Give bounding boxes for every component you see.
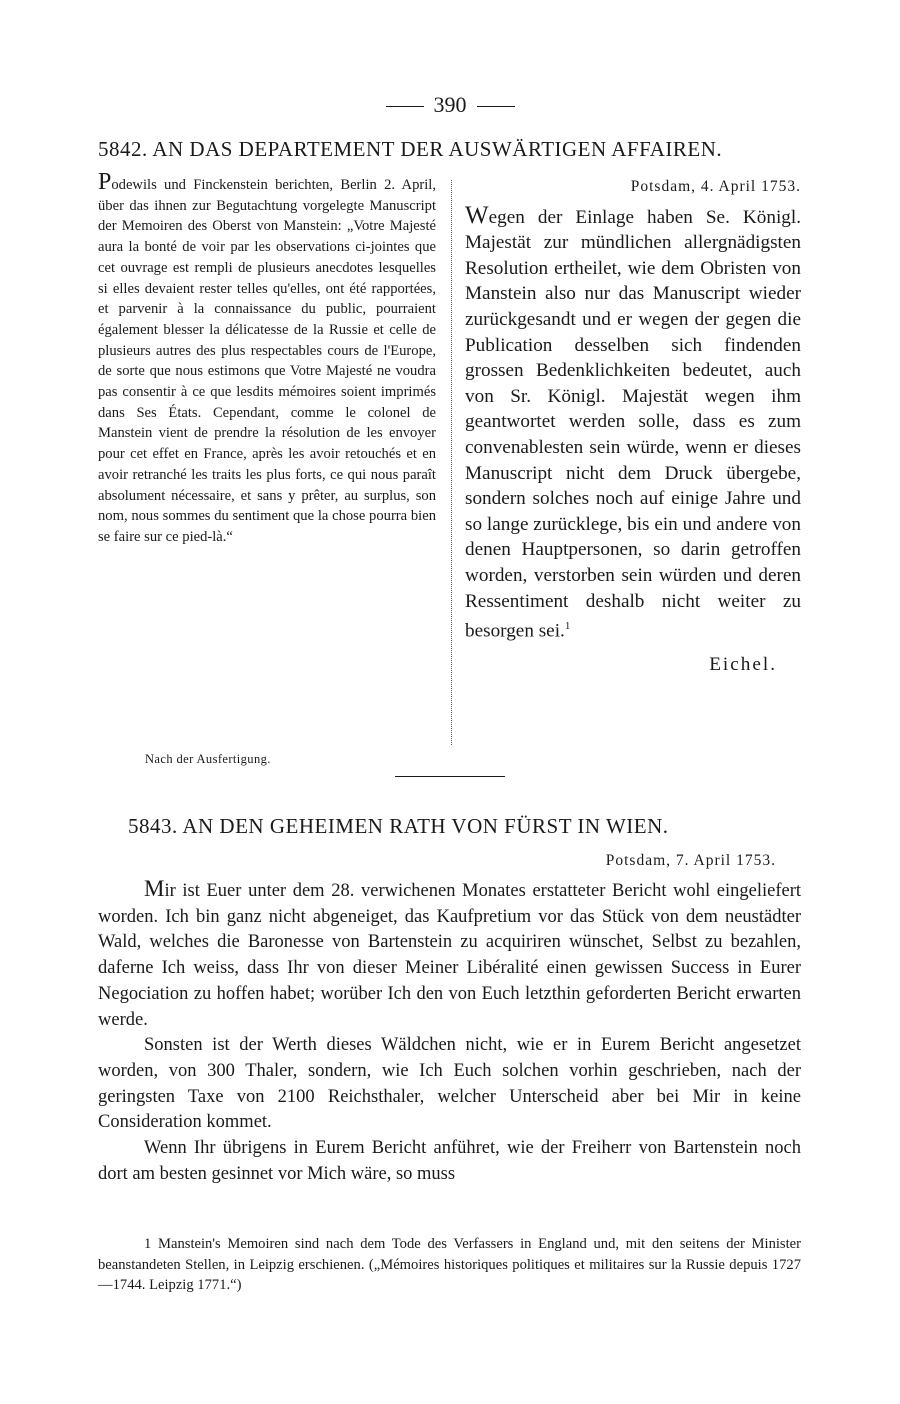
document-5842-heading: 5842. AN DAS DEPARTEMENT DER AUSWÄRTIGEN AFFAIREN. (98, 137, 723, 161)
letter-body (465, 203, 801, 644)
footnote-text: Manstein's Memoiren sind nach dem Tode des Verfassers in England und, mit den seitens der Minister beanstandeten Stellen, in Leipzig erschienen. („Mémoires historiques politiques et militaires sur la Russie depuis 1727—1744. Leipzig 1771.“) (98, 1236, 801, 1293)
page-number-header (0, 92, 900, 118)
footnote (98, 1234, 801, 1296)
footnote-marker: 1 (144, 1236, 152, 1252)
section-divider (395, 776, 505, 777)
document-5842-summary (98, 169, 436, 548)
footnote-reference: 1 (564, 620, 571, 633)
document-5843-body (98, 876, 801, 1187)
column-divider (451, 180, 452, 745)
summary-initial: P (98, 169, 112, 195)
page-number-dash-right (477, 106, 515, 107)
document-5843-heading: 5843. AN DEN GEHEIMEN RATH VON FÜRST IN WIEN. (128, 814, 669, 838)
paragraph-1-initial: M (144, 876, 165, 901)
document-5842-letter (465, 174, 801, 678)
source-note: Nach der Ausfertigung. (145, 752, 271, 766)
summary-text: odewils und Finckenstein berichten, Berlin 2. April, über das ihnen zur Begutachtung vorgelegte Manuscript der Memoiren des Oberst von Manstein: „Votre Majesté aura la bonté de voir par les observations ci-jointes que cet ouvrage est rempli de plusieurs anecdotes lesquelles si elles devaient rester telles qu'elles, ont été rapportées, et parvenir à la connaissance du public, pourraient également blesser la délicatesse de la Russie et celle de plusieurs autres des plus respectables cours de l'Europe, de sorte que nous estimons que Votre Majesté ne voudra pas consentir à ce que lesdits mémoires soient imprimés dans Ses États. Cependant, comme le colonel de Manstein vient de prendre la résolution de les envoyer pour cet effet en France, après les avoir retouchés et en avoir retranché les traits les plus forts, ce qui nous paraît absolument nécessaire, et sans y prêter, au surplus, son nom, nous sommes du sentiment que la chose pourra bien se faire sur ce pied-là.“ (98, 177, 436, 545)
letter-text: egen der Einlage haben Se. Königl. Majestät zur mündlichen allergnädigsten Resolution ertheilet, wie dem Obristen von Manstein also nur das Manuscript wieder zurückgesandt und er wegen der gegen die Publication desselben sich findenden grossen Bedenklichkeiten bedeutet, auch von Sr. Königl. Majestät wegen ihm geantwortet werden solle, dass es zum convenablesten sein würde, wenn er dieses Manuscript nicht dem Druck übergebe, sondern solches noch auf einige Jahre und so lange zurücklege, bis ein und andere von denen Hauptpersonen, so darin getroffen worden, verstorben sein würden und deren Ressentiment deshalb nicht weiter zu besorgen sei. (465, 206, 801, 642)
document-5842-dateline: Potsdam, 4. April 1753. (630, 178, 801, 195)
page-number: 390 (433, 92, 467, 117)
paragraph-1 (98, 876, 801, 1033)
paragraph-3: Wenn Ihr übrigens in Eurem Bericht anführet, wie der Freiherr von Bartenstein noch dort am besten gesinnet vor Mich wäre, so muss (98, 1138, 801, 1184)
document-5843-dateline: Potsdam, 7. April 1753. (605, 852, 776, 869)
paragraph-2: Sonsten ist der Werth dieses Wäldchen nicht, wie er in Eurem Bericht angesetzet worden, von 300 Thaler, sondern, wie Ich Euch solchen vorhin geschrieben, nach der geringsten Taxe von 2100 Reichsthaler, welcher Unterscheid aber bei Mir in keine Consideration kommet. (98, 1035, 801, 1133)
page-number-dash-left (386, 106, 424, 107)
paragraph-1-text: ir ist Euer unter dem 28. verwichenen Monates erstatteter Bericht wohl eingeliefert worden. Ich bin ganz nicht abgeneiget, das Kaufpretium vor das Stück von dem neustädter Wald, welches die Baronesse von Bartenstein zu acquiriren wünschet, Selbst zu bezahlen, daferne Ich weiss, dass Ihr von dieser Meiner Libéralité einen gewissen Success in Eurer Negociation zu hoffen habet; worüber Ich den von Euch letzthin geforderten Bericht erwarten werde. (98, 881, 801, 1030)
signature: Eichel. (709, 654, 777, 676)
letter-initial: W (465, 201, 489, 229)
